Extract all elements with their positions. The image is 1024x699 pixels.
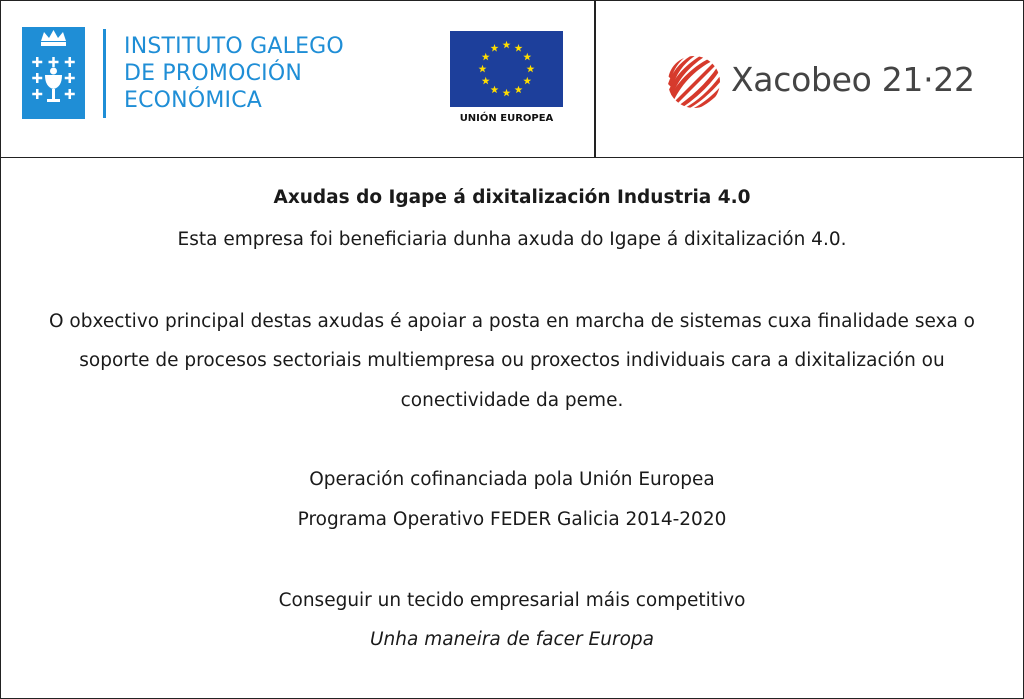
eu-star-icon [515, 86, 523, 94]
eu-star-icon [523, 53, 531, 61]
igape-line: INSTITUTO GALEGO [124, 34, 344, 59]
eu-star-icon [491, 44, 499, 52]
igape-divider-bar [103, 29, 106, 118]
motto-line: Unha maneira de facer Europa [370, 629, 654, 650]
xacobeo-logo-text: Xacobeo 21·22 [731, 60, 975, 99]
cofinance-line: Operación cofinanciada pola Unión Europea [309, 469, 715, 490]
eu-star-icon [515, 44, 523, 52]
eu-star-icon [482, 53, 490, 61]
igape-line: ECONÓMICA [124, 88, 263, 113]
closing-line: Conseguir un tecido empresarial máis competitivo [278, 590, 746, 611]
notice-title: Axudas do Igape á dixitalización Industria 4.0 [273, 187, 751, 208]
eu-star-icon [479, 65, 487, 73]
notice-subtitle: Esta empresa foi beneficiaria dunha axuda do Igape á dixitalización 4.0. [177, 229, 847, 250]
igape-line: DE PROMOCIÓN [124, 61, 303, 86]
eu-star-icon [503, 89, 511, 97]
eu-star-icon [523, 77, 531, 85]
eu-star-icon [482, 77, 490, 85]
eu-star-icon [491, 86, 499, 94]
igape-logo-text [124, 33, 344, 114]
scallop-shell-icon [666, 54, 722, 110]
eu-label: UNIÓN EUROPEA [459, 113, 554, 124]
eu-star-icon [527, 65, 535, 73]
galicia-shield-icon [22, 27, 85, 119]
eu-star-icon [503, 41, 511, 49]
eu-flag-icon [450, 31, 563, 107]
header-divider [594, 0, 596, 158]
objective-line: soporte de procesos sectoriais multiempresa ou proxectos individuais cara a dixitalización ou [79, 350, 945, 371]
cofinance-line: Programa Operativo FEDER Galicia 2014-2020 [297, 509, 727, 530]
logo-header [0, 0, 1024, 158]
objective-line: conectividade da peme. [400, 390, 624, 411]
objective-line: O obxectivo principal destas axudas é apoiar a posta en marcha de sistemas cuxa finalidade sexa o [48, 311, 975, 332]
